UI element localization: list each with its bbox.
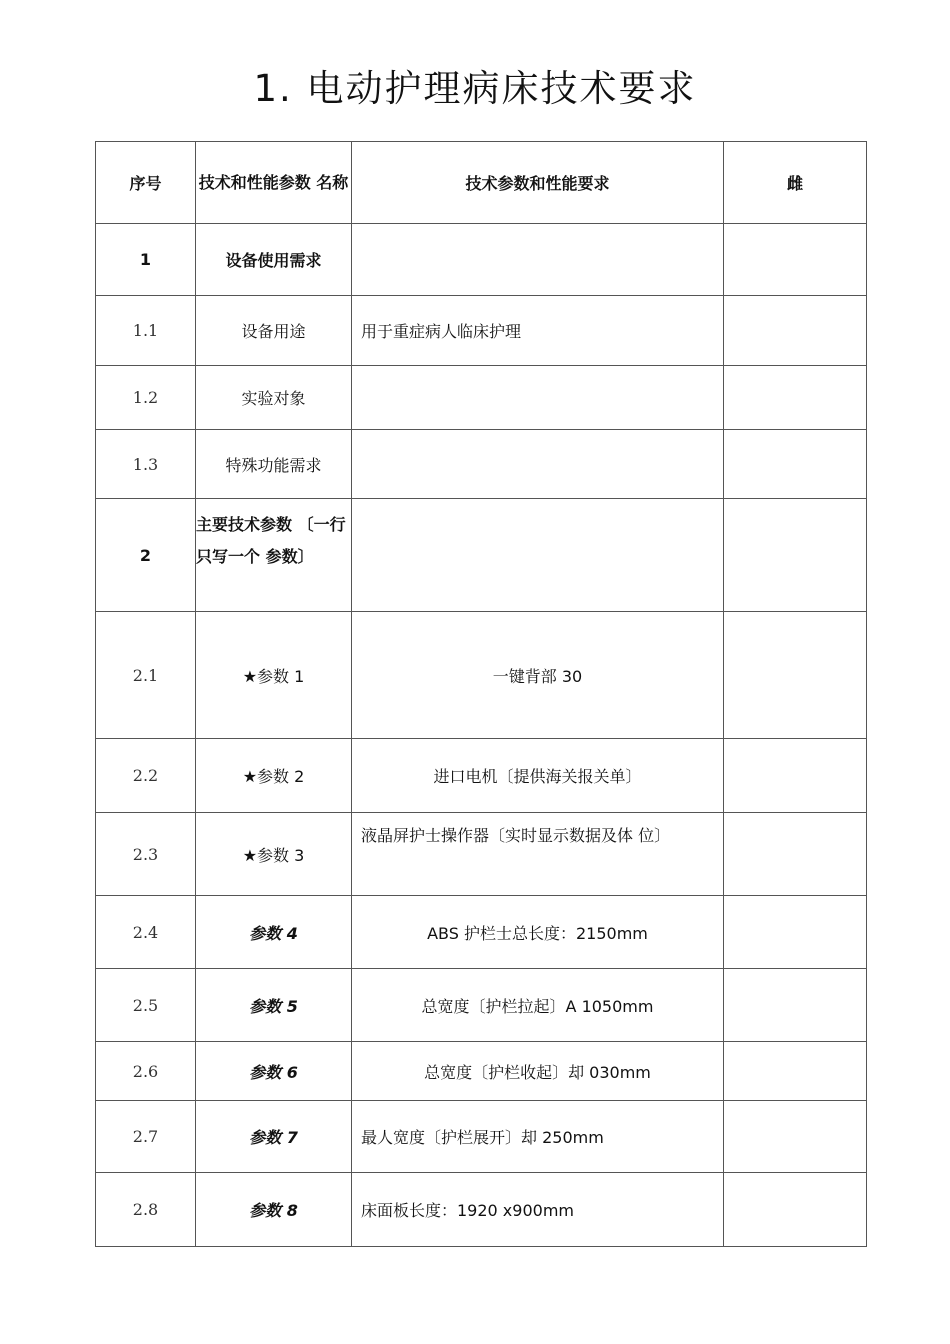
page-title: 1. 电动护理病床技术要求 [253, 67, 697, 110]
row-req [352, 366, 724, 430]
row-req: 总宽度〔护栏收起〕却 030mm [352, 1042, 724, 1101]
row-req: 最人宽度〔护栏展开〕却 250mm [352, 1101, 724, 1173]
header-note: 雌 [724, 142, 867, 224]
row-name: 参数 7 [196, 1101, 352, 1173]
row-no: 2.1 [96, 612, 196, 739]
row-note [724, 969, 867, 1042]
row-req: 总宽度〔护栏拉起〕A 1050mm [352, 969, 724, 1042]
row-name: 参数 4 [196, 896, 352, 969]
row-req: 液晶屏护士操作器〔实时显示数据及体 位〕 [352, 813, 724, 896]
row-name: 参数 8 [196, 1173, 352, 1247]
table-row [96, 813, 867, 896]
row-note [724, 813, 867, 896]
row-note [724, 499, 867, 612]
row-req: 进口电机〔提供海关报关单〕 [352, 739, 724, 813]
row-note [724, 612, 867, 739]
header-row [96, 142, 867, 224]
row-no: 2.7 [96, 1101, 196, 1173]
header-no: 序号 [96, 142, 196, 224]
row-name: ★参数 3 [196, 813, 352, 896]
row-no: 2.3 [96, 813, 196, 896]
table-row [96, 739, 867, 813]
row-name: 参数 6 [196, 1042, 352, 1101]
row-no: 2.6 [96, 1042, 196, 1101]
row-req [352, 499, 724, 612]
row-name: 设备用途 [196, 296, 352, 366]
table-row [96, 430, 867, 499]
header-req: 技术参数和性能要求 [352, 142, 724, 224]
row-note [724, 430, 867, 499]
row-note [724, 366, 867, 430]
row-name: 特殊功能需求 [196, 430, 352, 499]
row-name: 主要技术参数 〔一行只写一个 参数〕 [196, 499, 352, 612]
row-name: ★参数 2 [196, 739, 352, 813]
row-note [724, 296, 867, 366]
row-note [724, 896, 867, 969]
table-row [96, 1173, 867, 1247]
row-req: ABS 护栏士总长度：2150mm [352, 896, 724, 969]
header-name: 技术和性能参数 名称 [196, 142, 352, 224]
row-name: 实验对象 [196, 366, 352, 430]
table-row [96, 296, 867, 366]
table-row [96, 224, 867, 296]
row-note [724, 739, 867, 813]
row-req: 床面板长度：1920 x900mm [352, 1173, 724, 1247]
row-note [724, 224, 867, 296]
table-row [96, 896, 867, 969]
spec-table [95, 141, 867, 1247]
table-row [96, 1101, 867, 1173]
row-note [724, 1042, 867, 1101]
row-name: ★参数 1 [196, 612, 352, 739]
row-req: 用于重症病人临床护理 [352, 296, 724, 366]
table-row [96, 499, 867, 612]
row-no: 1 [96, 224, 196, 296]
table-row [96, 366, 867, 430]
row-name: 参数 5 [196, 969, 352, 1042]
table-row [96, 969, 867, 1042]
row-name: 设备使用需求 [196, 224, 352, 296]
row-no: 1.1 [96, 296, 196, 366]
row-no: 1.2 [96, 366, 196, 430]
row-no: 2 [96, 499, 196, 612]
row-no: 2.5 [96, 969, 196, 1042]
row-req [352, 430, 724, 499]
row-no: 1.3 [96, 430, 196, 499]
table-row [96, 612, 867, 739]
row-no: 2.4 [96, 896, 196, 969]
row-note [724, 1173, 867, 1247]
row-no: 2.2 [96, 739, 196, 813]
row-req [352, 224, 724, 296]
row-no: 2.8 [96, 1173, 196, 1247]
row-note [724, 1101, 867, 1173]
row-req: 一键背部 30 [352, 612, 724, 739]
table-row [96, 1042, 867, 1101]
